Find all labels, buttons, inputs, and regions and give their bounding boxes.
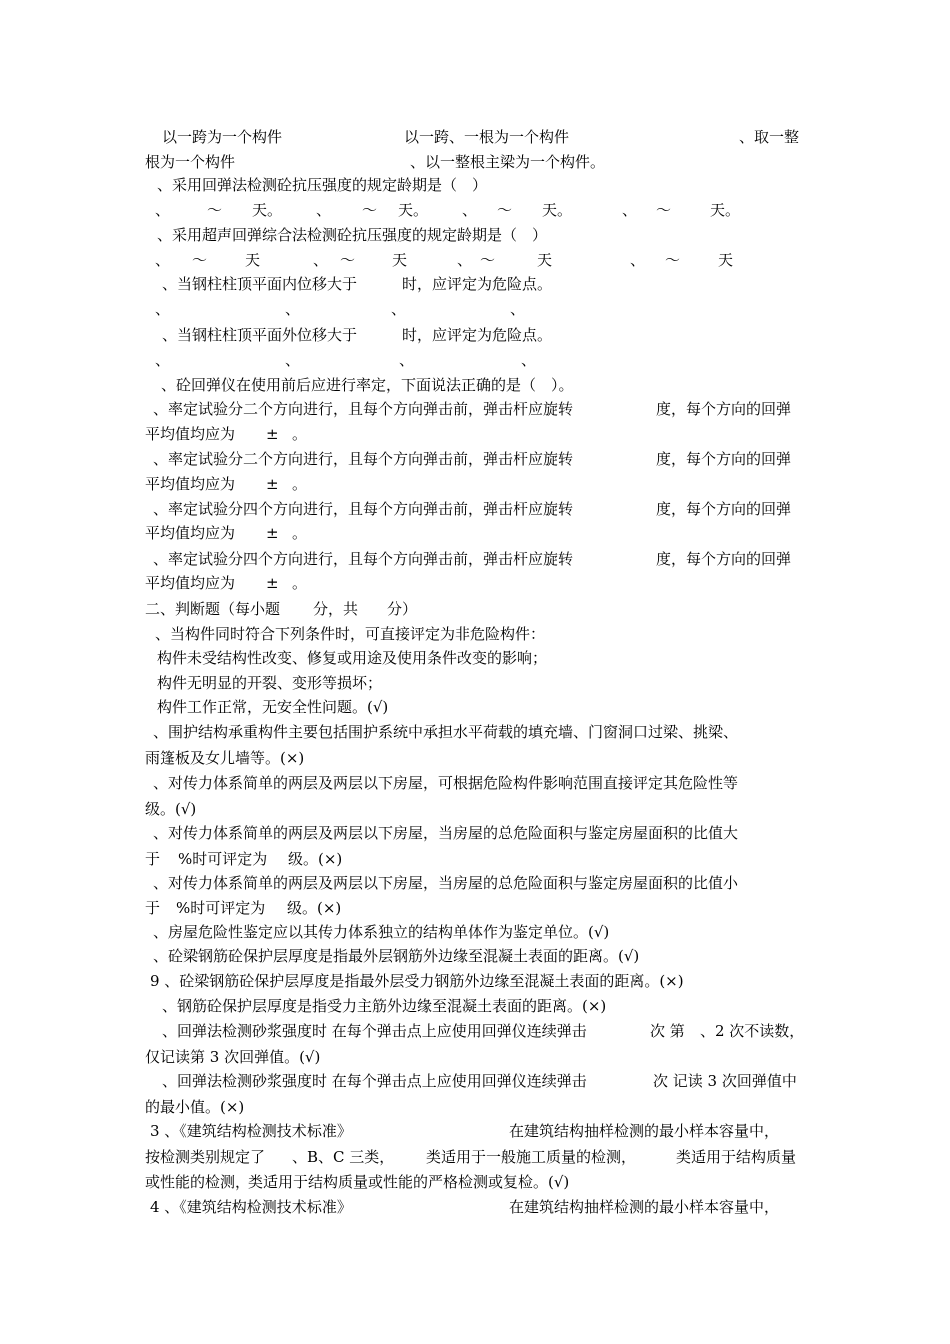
text-line-39-segment-1: 、回弹法检测砂浆强度时 在每个弹击点上应使用回弹仪连续弹击 xyxy=(162,1072,587,1090)
text-line-21-segment-1: 、当构件同时符合下列条件时，可直接评定为非危险构件： xyxy=(155,625,546,643)
text-line-30-segment-3: 级。(×) xyxy=(288,850,343,868)
text-line-6-segment-2: ～ xyxy=(192,251,208,269)
text-line-4-segment-3: 天。 xyxy=(252,201,283,219)
text-line-6-segment-10: 、 xyxy=(630,251,646,269)
text-line-30-segment-2: %时可评定为 xyxy=(178,850,268,868)
text-line-19-segment-1: 平均值均应为 xyxy=(145,574,236,592)
text-line-42-segment-2: 、B、C 三类， xyxy=(292,1148,395,1166)
text-line-16-segment-1: 、率定试验分四个方向进行，且每个方向弹击前，弹击杆应旋转 xyxy=(153,500,574,518)
text-line-4-segment-9: 天。 xyxy=(542,201,573,219)
text-line-8-segment-4: 、 xyxy=(510,300,526,318)
text-line-40-segment-1: 的最小值。(×) xyxy=(145,1098,245,1116)
text-line-6-segment-8: ～ xyxy=(480,251,496,269)
text-line-15-segment-3: 。 xyxy=(292,475,308,493)
text-line-38-segment-1: 仅记读第 3 次回弹值。(√) xyxy=(145,1048,321,1066)
text-line-1-segment-1: 以一跨为一个构件 xyxy=(162,128,283,146)
text-line-4-segment-11: ～ xyxy=(656,201,672,219)
text-line-19-segment-2: ± xyxy=(266,574,279,592)
text-line-36-segment-1: 、钢筋砼保护层厚度是指受力主筋外边缘至混凝土表面的距离。(×) xyxy=(162,997,607,1015)
text-line-14-segment-1: 、率定试验分二个方向进行，且每个方向弹击前，弹击杆应旋转 xyxy=(153,450,574,468)
text-line-33-segment-1: 、房屋危险性鉴定应以其传力体系独立的结构单体作为鉴定单位。(√) xyxy=(153,923,610,941)
text-line-6-segment-9: 天 xyxy=(537,251,553,269)
text-line-10-segment-3: 、 xyxy=(399,351,415,369)
text-line-6-segment-6: 天 xyxy=(392,251,408,269)
text-line-37-segment-3: 、2 次不读数， xyxy=(700,1022,805,1040)
text-line-18-segment-1: 、率定试验分四个方向进行，且每个方向弹击前，弹击杆应旋转 xyxy=(153,550,574,568)
text-line-35-segment-1: 9 、砼梁钢筋砼保护层厚度是指最外层受力钢筋外边缘至混凝土表面的距离。(×) xyxy=(150,972,684,990)
text-line-1-segment-2: 以一跨、一根为一个构件 xyxy=(404,128,570,146)
text-line-6-segment-12: 天 xyxy=(718,251,734,269)
text-line-8-segment-3: 、 xyxy=(391,300,407,318)
text-line-5-segment-1: 、采用超声回弹综合法检测砼抗压强度的规定龄期是（ ） xyxy=(157,226,548,244)
text-line-8-segment-2: 、 xyxy=(285,300,301,318)
text-line-44-segment-1: 4 、《建筑结构检测技术标准》 xyxy=(150,1198,352,1216)
text-line-13-segment-3: 。 xyxy=(292,425,308,443)
text-line-19-segment-3: 。 xyxy=(292,574,308,592)
text-line-11-segment-1: 、砼回弹仪在使用前后应进行率定，下面说法正确的是（ ）。 xyxy=(161,376,574,394)
text-line-4-segment-6: 天。 xyxy=(398,201,429,219)
text-line-18-segment-2: 度，每个方向的回弹 xyxy=(656,550,792,568)
text-line-29-segment-1: 、对传力体系简单的两层及两层以下房屋，当房屋的总危险面积与鉴定房屋面积的比值大 xyxy=(153,824,739,842)
text-line-39-segment-2: 次 记读 3 次回弹值中 xyxy=(653,1072,797,1090)
text-line-30-segment-1: 于 xyxy=(145,850,161,868)
text-line-12-segment-2: 度，每个方向的回弹 xyxy=(656,400,792,418)
text-line-44-segment-2: 在建筑结构抽样检测的最小样本容量中， xyxy=(509,1198,780,1216)
text-line-2-segment-1: 根为一个构件 xyxy=(145,153,236,171)
text-line-10-segment-1: 、 xyxy=(155,351,171,369)
text-line-10-segment-2: 、 xyxy=(285,351,301,369)
text-line-32-segment-2: %时可评定为 xyxy=(176,899,266,917)
text-line-17-segment-3: 。 xyxy=(292,524,308,542)
text-line-34-segment-1: 、砼梁钢筋砼保护层厚度是指最外层钢筋外边缘至混凝土表面的距离。(√) xyxy=(153,947,640,965)
text-line-43-segment-2: 类适用于结构质量或性能的严格检测或复检。(√) xyxy=(248,1173,570,1191)
text-line-6-segment-11: ～ xyxy=(665,251,681,269)
text-line-3-segment-1: 、采用回弹法检测砼抗压强度的规定龄期是（ ） xyxy=(157,176,488,194)
text-line-14-segment-2: 度，每个方向的回弹 xyxy=(656,450,792,468)
text-line-26-segment-1: 雨篷板及女儿墙等。(×) xyxy=(145,749,305,767)
text-line-31-segment-1: 、对传力体系简单的两层及两层以下房屋，当房屋的总危险面积与鉴定房屋面积的比值小 xyxy=(153,874,739,892)
text-line-15-segment-2: ± xyxy=(266,475,279,493)
text-line-10-segment-4: 、 xyxy=(521,351,537,369)
text-line-9-segment-2: 时，应评定为危险点。 xyxy=(402,326,553,344)
text-line-32-segment-3: 级。(×) xyxy=(287,899,342,917)
text-line-37-segment-2: 次 第 xyxy=(650,1022,685,1040)
text-line-32-segment-1: 于 xyxy=(145,899,161,917)
text-line-6-segment-3: 天 xyxy=(245,251,261,269)
text-line-41-segment-1: 3 、《建筑结构检测技术标准》 xyxy=(150,1122,352,1140)
text-line-4-segment-10: 、 xyxy=(622,201,638,219)
text-line-7-segment-1: 、当钢柱柱顶平面内位移大于 xyxy=(162,275,358,293)
text-line-8-segment-1: 、 xyxy=(155,300,171,318)
text-line-6-segment-1: 、 xyxy=(155,251,171,269)
text-line-2-segment-2: 、以一整根主梁为一个构件。 xyxy=(410,153,606,171)
text-line-4-segment-12: 天。 xyxy=(710,201,741,219)
text-line-17-segment-2: ± xyxy=(266,524,279,542)
text-line-24-segment-1: 构件工作正常，无安全性问题。(√) xyxy=(157,698,389,716)
text-line-25-segment-1: 、围护结构承重构件主要包括围护系统中承担水平荷载的填充墙、门窗洞口过梁、挑梁、 xyxy=(153,723,739,741)
text-line-4-segment-5: ～ xyxy=(362,201,378,219)
text-line-13-segment-2: ± xyxy=(266,425,279,443)
text-line-12-segment-1: 、率定试验分二个方向进行，且每个方向弹击前，弹击杆应旋转 xyxy=(153,400,574,418)
text-line-7-segment-2: 时，应评定为危险点。 xyxy=(402,275,553,293)
text-line-20-segment-1: 二、判断题（每小题 xyxy=(145,600,281,618)
text-line-37-segment-1: 、回弹法检测砂浆强度时 在每个弹击点上应使用回弹仪连续弹击 xyxy=(162,1022,587,1040)
text-line-6-segment-5: ～ xyxy=(340,251,356,269)
text-line-4-segment-7: 、 xyxy=(462,201,478,219)
text-line-20-segment-3: 分） xyxy=(387,600,418,618)
text-line-6-segment-4: 、 xyxy=(313,251,329,269)
text-line-17-segment-1: 平均值均应为 xyxy=(145,524,236,542)
text-line-9-segment-1: 、当钢柱柱顶平面外位移大于 xyxy=(162,326,358,344)
text-line-4-segment-8: ～ xyxy=(497,201,513,219)
text-line-15-segment-1: 平均值均应为 xyxy=(145,475,236,493)
text-line-42-segment-1: 按检测类别规定了 xyxy=(145,1148,266,1166)
text-line-4-segment-1: 、 xyxy=(155,201,171,219)
text-line-4-segment-4: 、 xyxy=(316,201,332,219)
text-line-28-segment-1: 级。(√) xyxy=(145,800,197,818)
text-line-42-segment-4: 类适用于结构质量 xyxy=(676,1148,797,1166)
text-line-27-segment-1: 、对传力体系简单的两层及两层以下房屋，可根据危险构件影响范围直接评定其危险性等 xyxy=(153,774,739,792)
text-line-1-segment-3: 、取一整 xyxy=(739,128,800,146)
text-line-16-segment-2: 度，每个方向的回弹 xyxy=(656,500,792,518)
text-line-4-segment-2: ～ xyxy=(207,201,223,219)
text-line-43-segment-1: 或性能的检测， xyxy=(145,1173,251,1191)
text-line-22-segment-1: 构件未受结构性改变、修复或用途及使用条件改变的影响； xyxy=(157,649,548,667)
text-line-41-segment-2: 在建筑结构抽样检测的最小样本容量中， xyxy=(509,1122,780,1140)
text-line-13-segment-1: 平均值均应为 xyxy=(145,425,236,443)
text-line-20-segment-2: 分，共 xyxy=(313,600,359,618)
text-line-6-segment-7: 、 xyxy=(457,251,473,269)
text-line-42-segment-3: 类适用于一般施工质量的检测， xyxy=(426,1148,637,1166)
text-line-23-segment-1: 构件无明显的开裂、变形等损坏； xyxy=(157,674,383,692)
